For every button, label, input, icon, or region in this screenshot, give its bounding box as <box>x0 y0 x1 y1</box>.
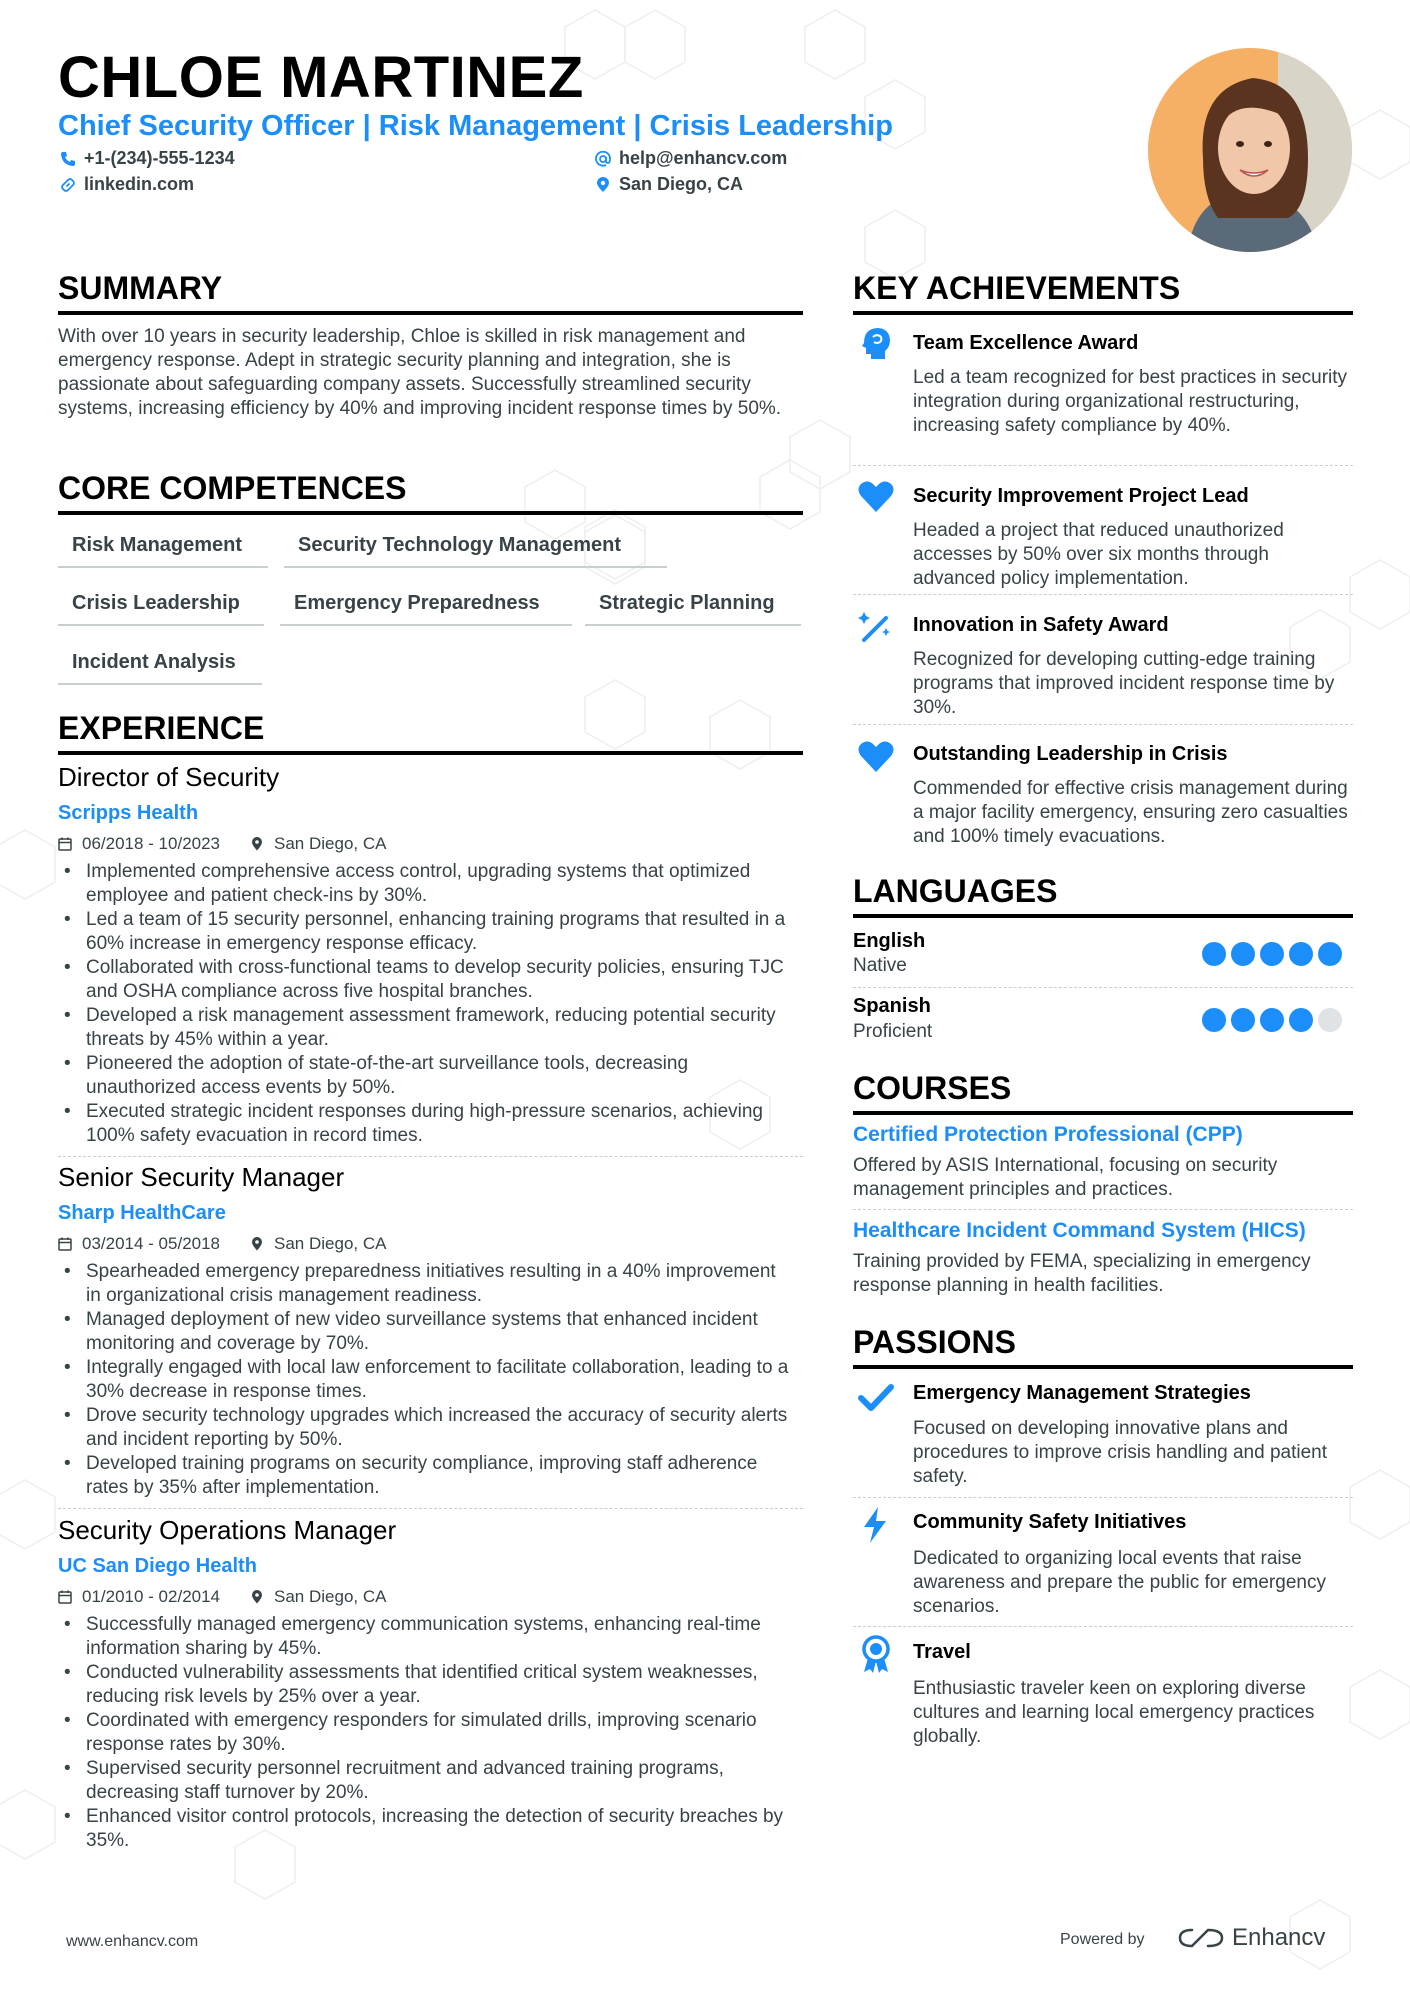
job-bullet: • Developed a risk management assessment framework, reducing potential security threats by 45% within a year. <box>58 1004 793 1052</box>
job-location: San Diego, CA <box>274 834 387 853</box>
lightning-bolt-icon <box>856 1505 896 1545</box>
language-rating <box>1202 1008 1342 1032</box>
map-pin-icon <box>250 1590 264 1604</box>
job-location: San Diego, CA <box>274 1234 387 1253</box>
achievement-title: Innovation in Safety Award <box>913 614 1169 636</box>
divider <box>58 1508 803 1509</box>
job-bullet: • Spearheaded emergency preparedness initiatives resulting in a 40% improvement in organizational crisis management readiness. <box>58 1260 793 1308</box>
contact-email[interactable] <box>595 148 787 169</box>
divider <box>853 465 1353 466</box>
job-company[interactable]: Scripps Health <box>58 802 199 824</box>
map-pin-icon <box>250 1237 264 1251</box>
languages-heading: LANGUAGES <box>853 873 1353 918</box>
job-bullets <box>58 860 793 1148</box>
job-location-wrap <box>250 834 386 854</box>
rating-dot-filled <box>1202 1008 1226 1032</box>
contact-linkedin[interactable] <box>60 174 194 195</box>
competences-heading: CORE COMPETENCES <box>58 470 803 515</box>
job-bullets <box>58 1260 793 1500</box>
avatar <box>1148 48 1352 252</box>
passions-heading: PASSIONS <box>853 1324 1353 1369</box>
rating-dot-filled <box>1289 1008 1313 1032</box>
language-level: Proficient <box>853 1021 933 1042</box>
course-desc: Training provided by FEMA, specializing in emergency response planning in health facilities. <box>853 1251 1311 1296</box>
magic-wand-icon <box>856 606 896 646</box>
competence-tag: Strategic Planning <box>585 588 801 626</box>
job-bullet: • Developed training programs on security compliance, improving staff adherence rates by 35% after implementation. <box>58 1452 793 1500</box>
map-pin-icon <box>595 177 611 193</box>
job-meta <box>58 1234 386 1254</box>
job-bullet: • Coordinated with emergency responders for simulated drills, improving scenario response rates by 30%. <box>58 1709 793 1757</box>
checkmark-icon <box>856 1378 896 1418</box>
enhancv-logo-text: Enhancv <box>1232 1924 1326 1951</box>
calendar-icon <box>58 837 72 851</box>
achievement-title: Security Improvement Project Lead <box>913 485 1249 507</box>
achievement-desc: Headed a project that reduced unauthorized accesses by 50% over six months through advanced policy implementation. <box>913 520 1284 589</box>
competence-tag: Security Technology Management <box>284 530 667 568</box>
rating-dot-filled <box>1231 942 1255 966</box>
passion-desc: Enthusiastic traveler keen on exploring diverse cultures and learning local emergency practices globally. <box>913 1678 1315 1747</box>
divider <box>853 594 1353 595</box>
job-company[interactable]: Sharp HealthCare <box>58 1202 226 1224</box>
competence-tag: Incident Analysis <box>58 647 262 685</box>
map-pin-icon <box>250 837 264 851</box>
job-bullet: • Pioneered the adoption of state-of-the-art surveillance tools, decreasing unauthorized access events by 50%. <box>58 1052 793 1100</box>
course-title[interactable]: Healthcare Incident Command System (HICS) <box>853 1219 1306 1242</box>
rating-dot-empty <box>1318 1008 1342 1032</box>
phone-icon <box>60 151 76 167</box>
summary-text: With over 10 years in security leadership, Chloe is skilled in risk management and emergency response. Adept in strategic security planning and integration, she is passionate about safeguarding company assets. Successfully streamlined security systems, increasing efficiency by 40% and improving incident response times by 50%. <box>58 326 782 419</box>
rating-dot-filled <box>1289 942 1313 966</box>
job-dates: 06/2018 - 10/2023 <box>82 834 221 853</box>
email-text: help@enhancv.com <box>619 148 788 168</box>
competence-tag: Crisis Leadership <box>58 588 264 626</box>
contact-location <box>595 174 743 195</box>
competence-tag: Emergency Preparedness <box>280 588 572 626</box>
job-location-wrap <box>250 1234 386 1254</box>
candidate-name: CHLOE MARTINEZ <box>58 45 584 110</box>
location-text: San Diego, CA <box>619 174 744 194</box>
job-bullet: • Integrally engaged with local law enforcement to facilitate collaboration, leading to a 30% decrease in response times. <box>58 1356 793 1404</box>
job-bullet: • Implemented comprehensive access control, upgrading systems that optimized employee and patient check-ins by 30%. <box>58 860 793 908</box>
job-company[interactable]: UC San Diego Health <box>58 1555 257 1577</box>
language-name: Spanish <box>853 995 931 1017</box>
award-ribbon-icon <box>856 1634 896 1674</box>
course-title[interactable]: Certified Protection Professional (CPP) <box>853 1123 1243 1146</box>
passion-desc: Dedicated to organizing local events that raise awareness and prepare the public for emergency scenarios. <box>913 1548 1326 1617</box>
job-bullet: • Successfully managed emergency communication systems, enhancing real-time information sharing by 45%. <box>58 1613 793 1661</box>
rating-dot-filled <box>1318 942 1342 966</box>
competence-tag: Risk Management <box>58 530 268 568</box>
enhancv-logo-icon <box>1178 1926 1224 1950</box>
rating-dot-filled <box>1260 942 1284 966</box>
calendar-icon <box>58 1590 72 1604</box>
candidate-title: Chief Security Officer | Risk Management | Crisis Leadership <box>58 110 893 142</box>
link-icon <box>60 177 76 193</box>
job-bullet: • Supervised security personnel recruitment and advanced training programs, decreasing staff turnover by 20%. <box>58 1757 793 1805</box>
passion-title: Emergency Management Strategies <box>913 1382 1251 1404</box>
job-bullets <box>58 1613 793 1853</box>
job-meta <box>58 834 386 854</box>
job-role: Senior Security Manager <box>58 1162 345 1192</box>
course-desc: Offered by ASIS International, focusing on security management principles and practices. <box>853 1155 1278 1200</box>
divider <box>853 987 1353 988</box>
footer-powered-by: Powered by <box>1060 1931 1145 1948</box>
passion-title: Travel <box>913 1641 971 1663</box>
job-location-wrap <box>250 1587 386 1607</box>
courses-heading: COURSES <box>853 1070 1353 1115</box>
job-bullet: • Executed strategic incident responses during high-pressure scenarios, achieving 100% safety evacuation in record times. <box>58 1100 793 1148</box>
rating-dot-filled <box>1202 942 1226 966</box>
footer-url[interactable]: www.enhancv.com <box>66 1933 199 1950</box>
rating-dot-filled <box>1231 1008 1255 1032</box>
summary-heading: SUMMARY <box>58 270 803 315</box>
job-meta <box>58 1587 386 1607</box>
achievements-heading: KEY ACHIEVEMENTS <box>853 270 1353 315</box>
divider <box>853 724 1353 725</box>
brain-head-icon <box>856 323 896 363</box>
divider <box>58 1156 803 1157</box>
divider <box>853 1497 1353 1498</box>
passion-title: Community Safety Initiatives <box>913 1511 1187 1533</box>
achievement-desc: Commended for effective crisis management during a major facility emergency, ensuring zero casualties and 100% timely evacuations. <box>913 778 1348 847</box>
job-bullet: • Conducted vulnerability assessments that identified critical system weaknesses, reducing risk levels by 25% over a year. <box>58 1661 793 1709</box>
job-bullet: • Managed deployment of new video surveillance systems that enhanced incident monitoring and coverage by 70%. <box>58 1308 793 1356</box>
job-dates: 01/2010 - 02/2014 <box>82 1587 221 1606</box>
passion-desc: Focused on developing innovative plans and procedures to improve crisis handling and patient safety. <box>913 1418 1328 1487</box>
achievement-desc: Led a team recognized for best practices in security integration during organizational restructuring, increasing safety compliance by 40%. <box>913 367 1348 436</box>
contact-phone[interactable] <box>60 148 235 169</box>
job-bullet: • Collaborated with cross-functional teams to develop security policies, ensuring TJC and OSHA compliance across five hospital branches. <box>58 956 793 1004</box>
job-role: Security Operations Manager <box>58 1515 397 1545</box>
heart-icon <box>856 736 896 776</box>
language-rating <box>1202 942 1342 966</box>
achievement-title: Team Excellence Award <box>913 332 1139 354</box>
job-bullet: • Enhanced visitor control protocols, increasing the detection of security breaches by 35%. <box>58 1805 793 1853</box>
job-bullet: • Drove security technology upgrades which increased the accuracy of security alerts and incident reporting by 50%. <box>58 1404 793 1452</box>
divider <box>853 1626 1353 1627</box>
achievement-title: Outstanding Leadership in Crisis <box>913 743 1228 765</box>
rating-dot-filled <box>1260 1008 1284 1032</box>
language-name: English <box>853 930 926 952</box>
language-level: Native <box>853 955 907 976</box>
enhancv-logo[interactable] <box>1178 1924 1325 1952</box>
heart-icon <box>856 476 896 516</box>
at-sign-icon <box>595 151 611 167</box>
job-location: San Diego, CA <box>274 1587 387 1606</box>
job-role: Director of Security <box>58 762 280 792</box>
job-bullet: • Led a team of 15 security personnel, enhancing training programs that resulted in a 60% increase in emergency response efficacy. <box>58 908 793 956</box>
calendar-icon <box>58 1237 72 1251</box>
divider <box>853 1209 1353 1210</box>
achievement-desc: Recognized for developing cutting-edge training programs that improved incident response time by 30%. <box>913 649 1335 718</box>
phone-text: +1-(234)-555-1234 <box>84 148 235 168</box>
portrait-photo <box>1148 48 1352 252</box>
experience-heading: EXPERIENCE <box>58 710 803 755</box>
linkedin-text: linkedin.com <box>84 174 195 194</box>
job-dates: 03/2014 - 05/2018 <box>82 1234 221 1253</box>
